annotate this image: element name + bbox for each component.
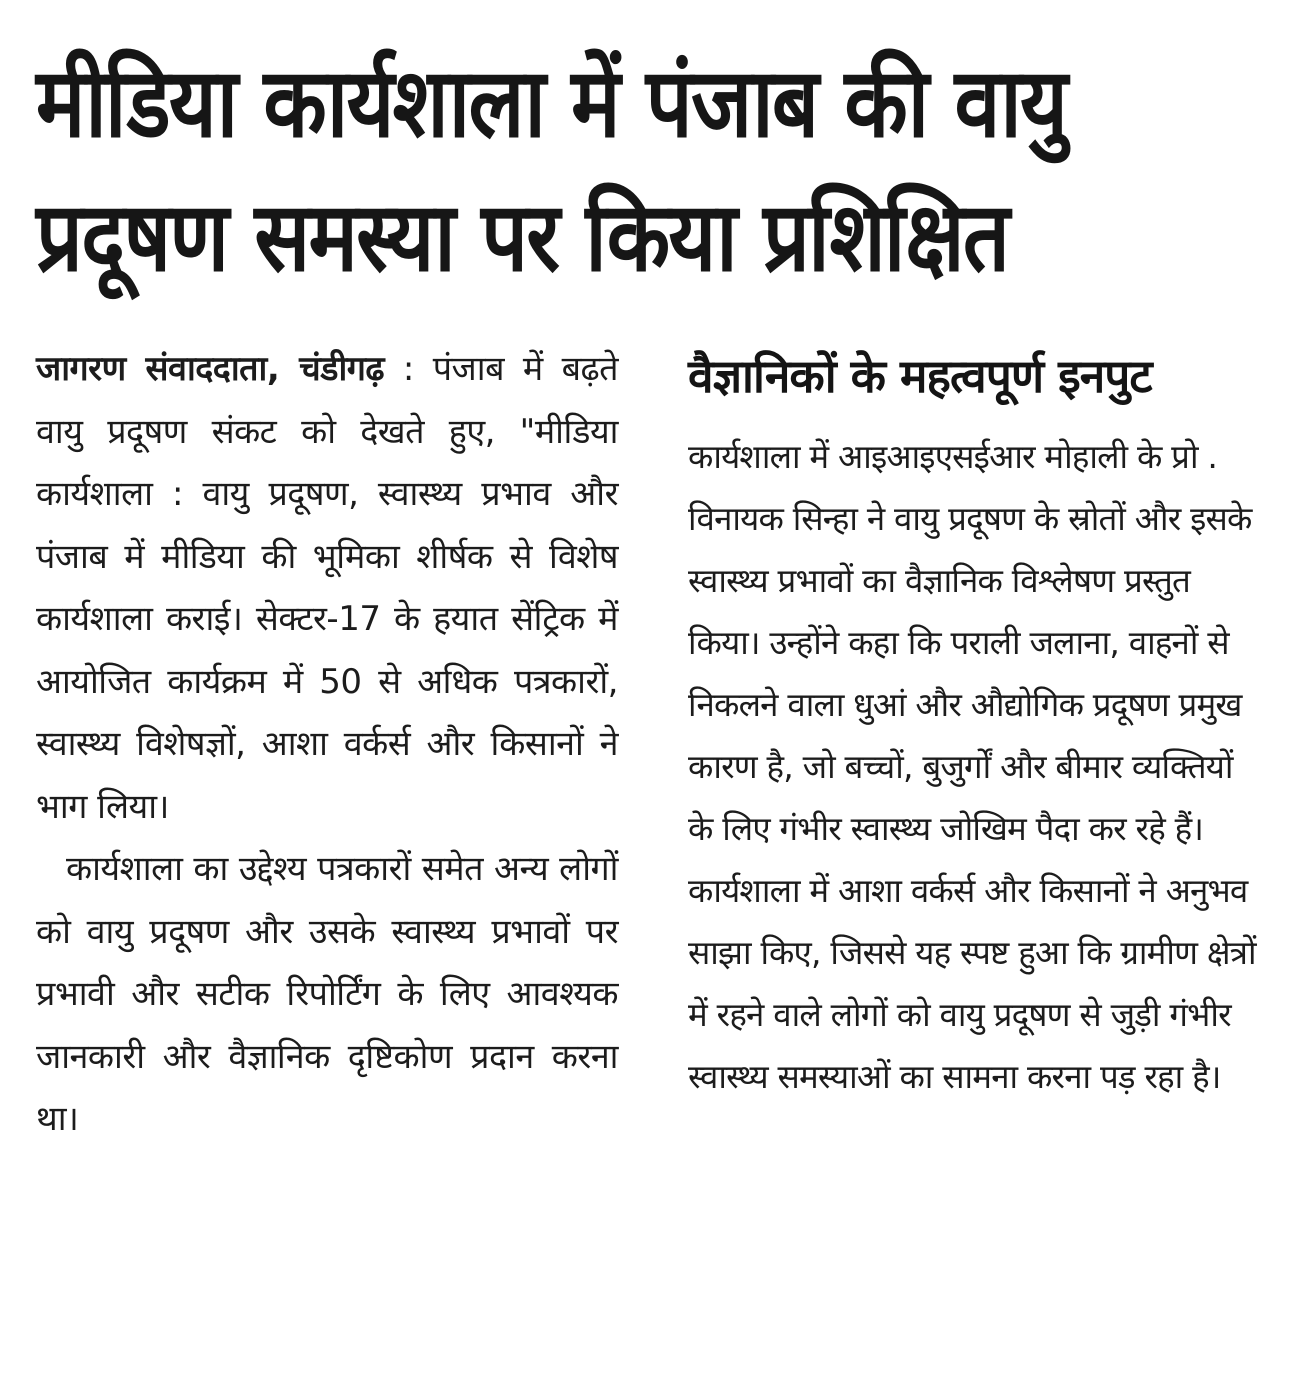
right-paragraph: कार्यशाला में आइआइएसईआर मोहाली के प्रो . विनायक सिन्हा ने वायु प्रदूषण के स्रोतों और इसके स्वास्थ्य प्रभावों का वैज्ञानिक विश्लेषण प्रस्तुत किया। उन्होंने कहा कि पराली जलाना, वाहनों से निकलने वाला धुआं और औद्योगिक प्रदूषण प्रमुख कारण है, जो बच्चों, बुजुर्गों और बीमार व्यक्तियों के लिए गंभीर स्वास्थ्य जोखिम पैदा कर रहे हैं। कार्यशाला में आशा वर्कर्स और किसानों ने अनुभव साझा किए, जिससे यह स्पष्ट हुआ कि ग्रामीण क्षेत्रों में रहने वाले लोगों को वायु प्रदूषण से जुड़ी गंभीर स्वास्थ्य समस्याओं का सामना करना पड़ रहा है। bbox=[688, 437, 1256, 1096]
left-column bbox=[36, 338, 618, 1151]
subheading: वैज्ञानिकों के महत्वपूर्ण इनपुट bbox=[688, 349, 1152, 403]
lead-paragraph bbox=[36, 338, 618, 838]
article-body bbox=[36, 338, 1266, 1358]
right-column bbox=[688, 338, 1266, 1108]
headline: मीडिया कार्यशाला में पंजाब की वायु प्रदूषण समस्या पर किया प्रशिक्षित bbox=[36, 47, 1067, 293]
second-paragraph: कार्यशाला का उद्देश्य पत्रकारों समेत अन्य लोगों को वायु प्रदूषण और उसके स्वास्थ्य प्रभावों पर प्रभावी और सटीक रिपोर्टिंग के लिए आवश्यक जानकारी और वैज्ञानिक दृष्टिकोण प्रदान करना था। bbox=[36, 849, 618, 1139]
dateline: जागरण संवाददाता, चंडीगढ़ bbox=[36, 349, 385, 389]
lead-paragraph-text: : पंजाब में बढ़ते वायु प्रदूषण संकट को देखते हुए, "मीडिया कार्यशाला : वायु प्रदूषण, स्वास्थ्य प्रभाव और पंजाब में मीडिया की भूमिका शीर्षक से विशेष कार्यशाला कराई। सेक्टर-17 के हयात सेंट्रिक में आयोजित कार्यक्रम में 50 से अधिक पत्रकारों, स्वास्थ्य विशेषज्ञों, आशा वर्कर्स और किसानों ने भाग लिया। bbox=[36, 349, 619, 827]
